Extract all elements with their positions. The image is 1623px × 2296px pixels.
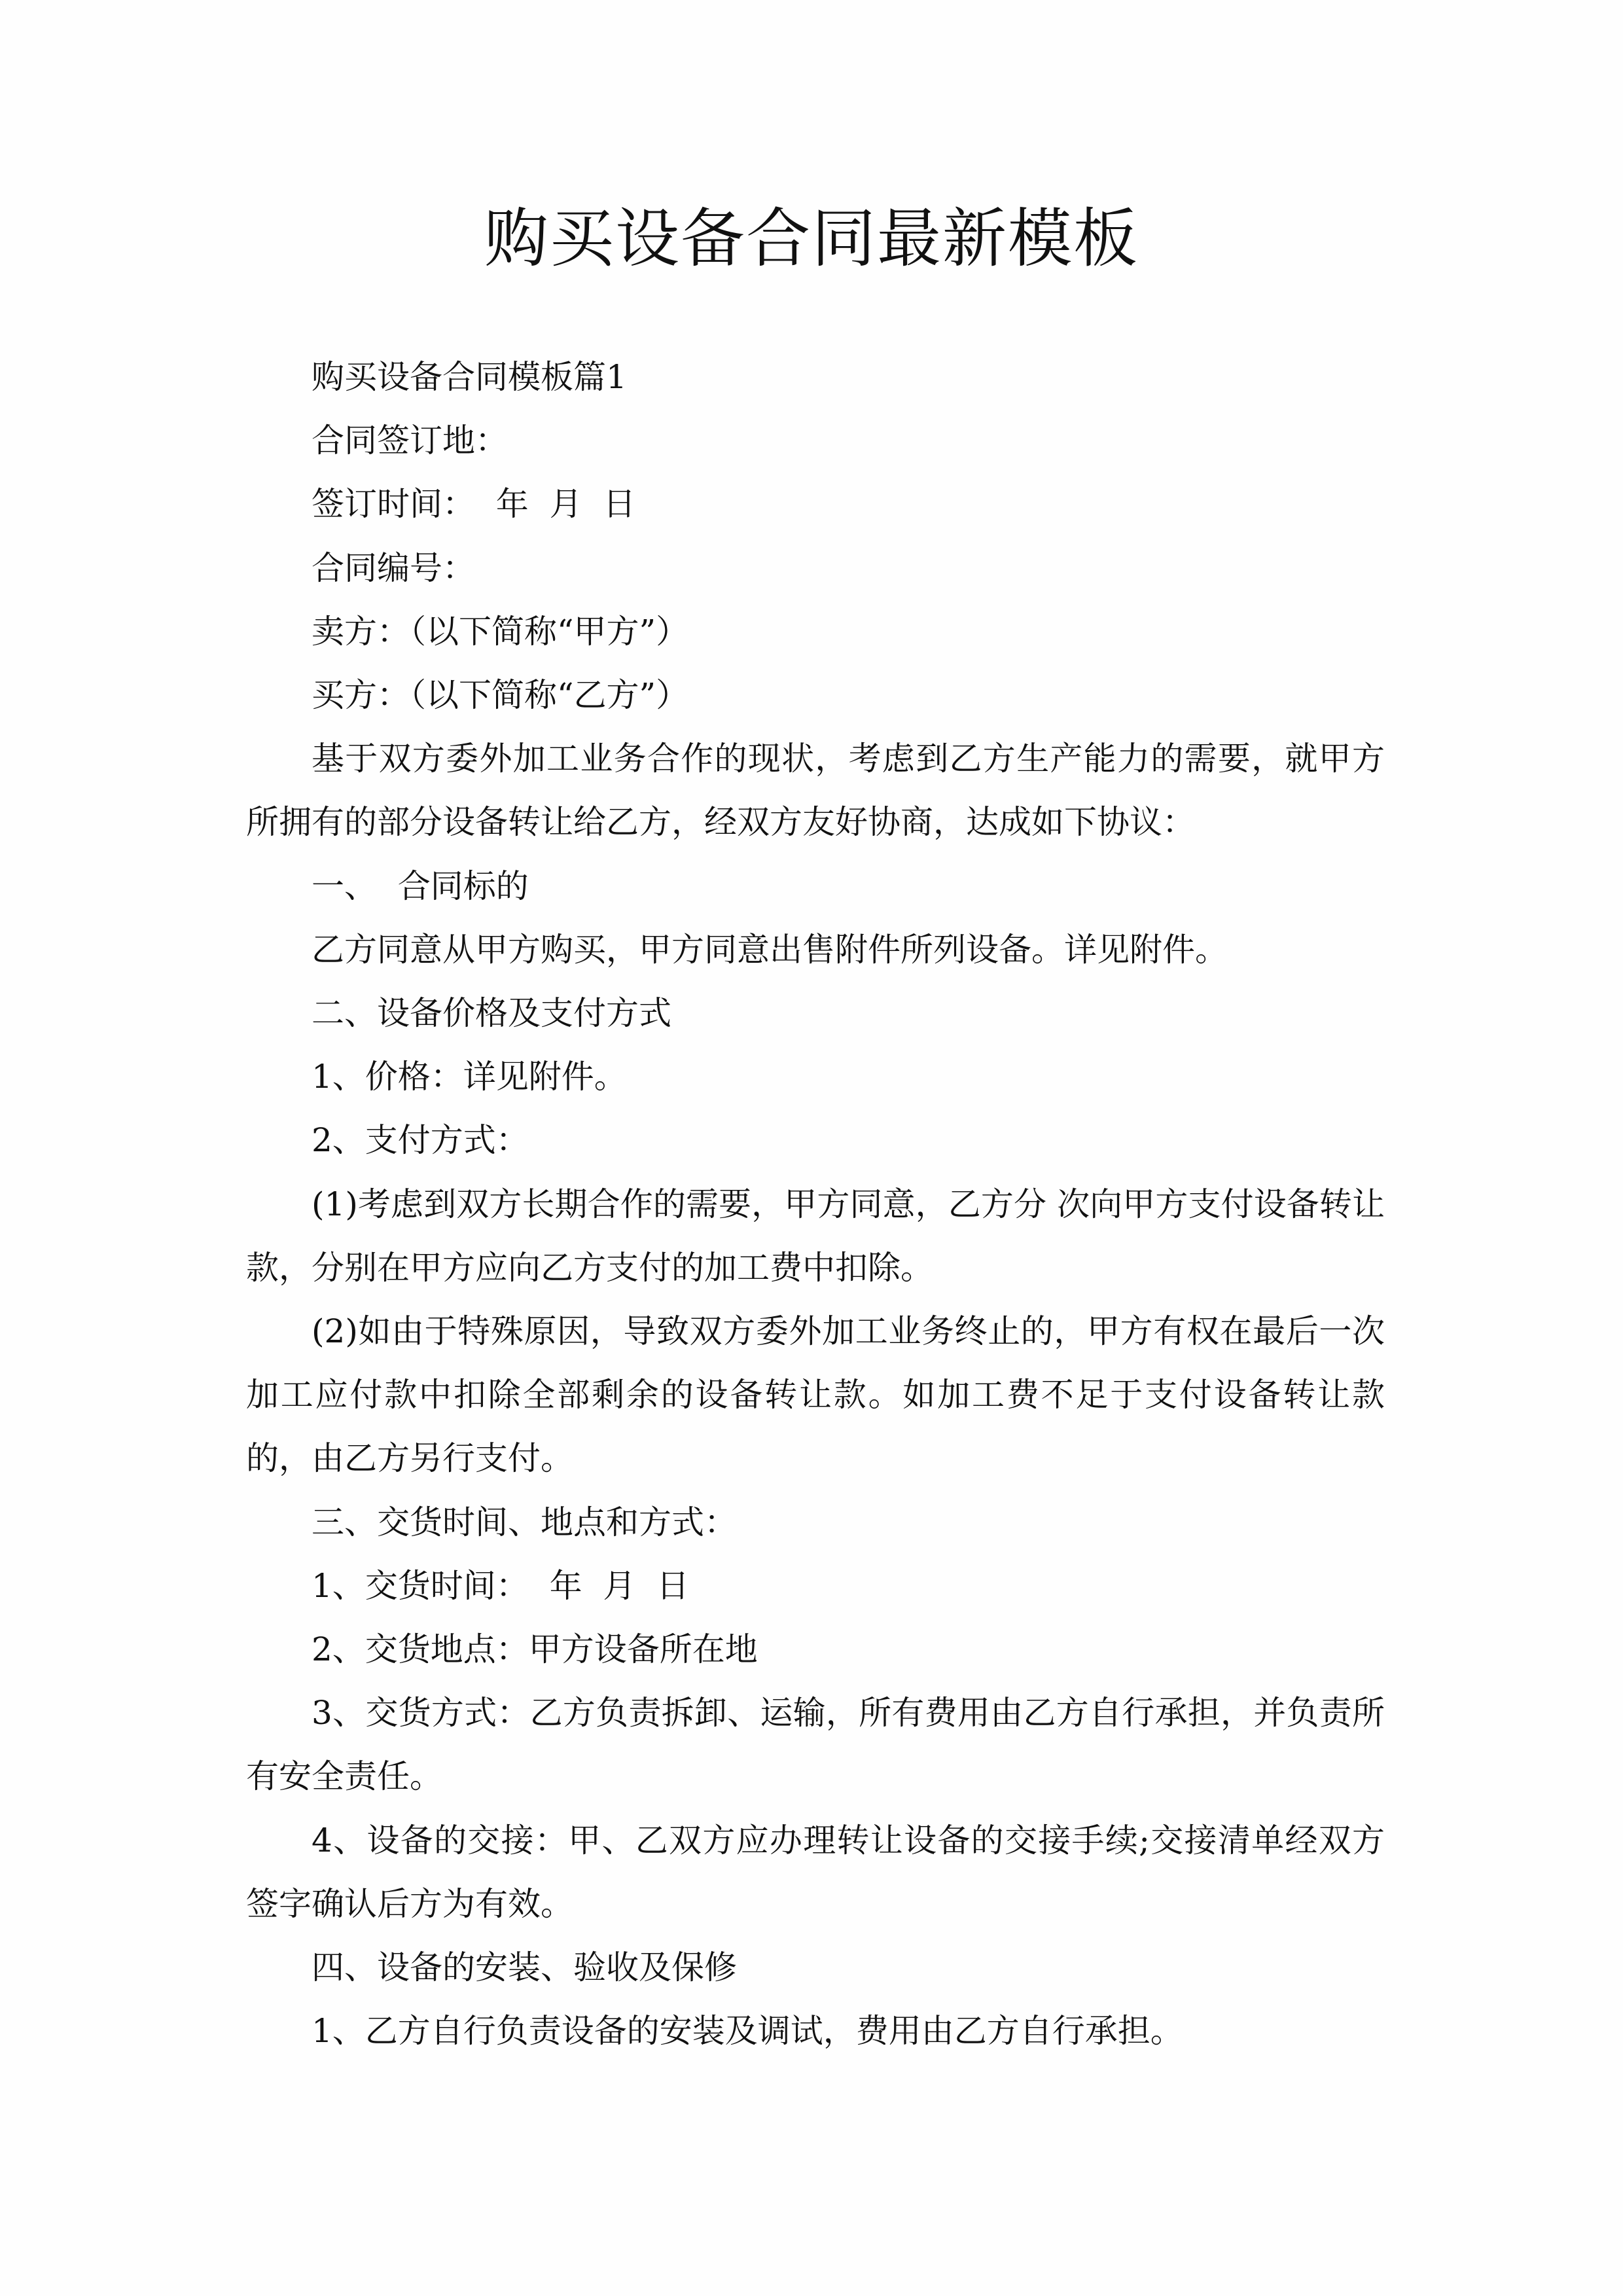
- price-item: 1、价格：详见附件。: [312, 1058, 627, 1096]
- document-title: 购买设备合同最新模板: [484, 202, 1139, 276]
- section-subtitle: 购买设备合同模板篇1: [312, 358, 627, 396]
- contract-number-field: 合同编号：: [312, 548, 475, 587]
- document-body: [246, 346, 1385, 2063]
- seller-field: 卖方：（以下简称“甲方”）: [312, 612, 689, 651]
- heading-installation: 四、设备的安装、验收及保修: [312, 1948, 737, 1987]
- payment-clause-1: (1)考虑到双方长期合作的需要，甲方同意，乙方分 次向甲方支付设备转让款，分别在甲方应向乙方支付的加工费中扣除。: [246, 1185, 1385, 1287]
- installation-item: 1、乙方自行负责设备的安装及调试，费用由乙方自行承担。: [312, 2012, 1183, 2051]
- heading-delivery: 三、交货时间、地点和方式：: [312, 1503, 737, 1541]
- payment-clause-2: (2)如由于特殊原因，导致双方委外加工业务终止的，甲方有权在最后一次加工应付款中扣除全部剩余的设备转让款。如加工费不足于支付设备转让款的，由乙方另行支付。: [246, 1312, 1385, 1478]
- signing-date-field: 签订时间： 年 月 日: [312, 485, 636, 524]
- buyer-field: 买方：（以下简称“乙方”）: [312, 676, 689, 715]
- delivery-time-item: 1、交货时间： 年 月 日: [312, 1566, 690, 1605]
- equipment-handover-item: 4、设备的交接：甲、乙双方应办理转让设备的交接手续;交接清单经双方签字确认后方为有效。: [246, 1821, 1385, 1923]
- payment-method-item: 2、支付方式：: [312, 1121, 529, 1160]
- preamble-paragraph: 基于双方委外加工业务合作的现状，考虑到乙方生产能力的需要，就甲方所拥有的部分设备转让给乙方，经双方友好协商，达成如下协议：: [246, 740, 1385, 842]
- signing-place-field: 合同签订地：: [312, 422, 508, 460]
- heading-contract-subject: 一、 合同标的: [312, 867, 529, 905]
- delivery-place-item: 2、交货地点：甲方设备所在地: [312, 1630, 758, 1669]
- delivery-method-item: 3、交货方式：乙方负责拆卸、运输，所有费用由乙方自行承担，并负责所有安全责任。: [246, 1694, 1385, 1796]
- heading-price-payment: 二、设备价格及支付方式: [312, 994, 671, 1033]
- contract-subject-paragraph: 乙方同意从甲方购买，甲方同意出售附件所列设备。详见附件。: [312, 930, 1228, 969]
